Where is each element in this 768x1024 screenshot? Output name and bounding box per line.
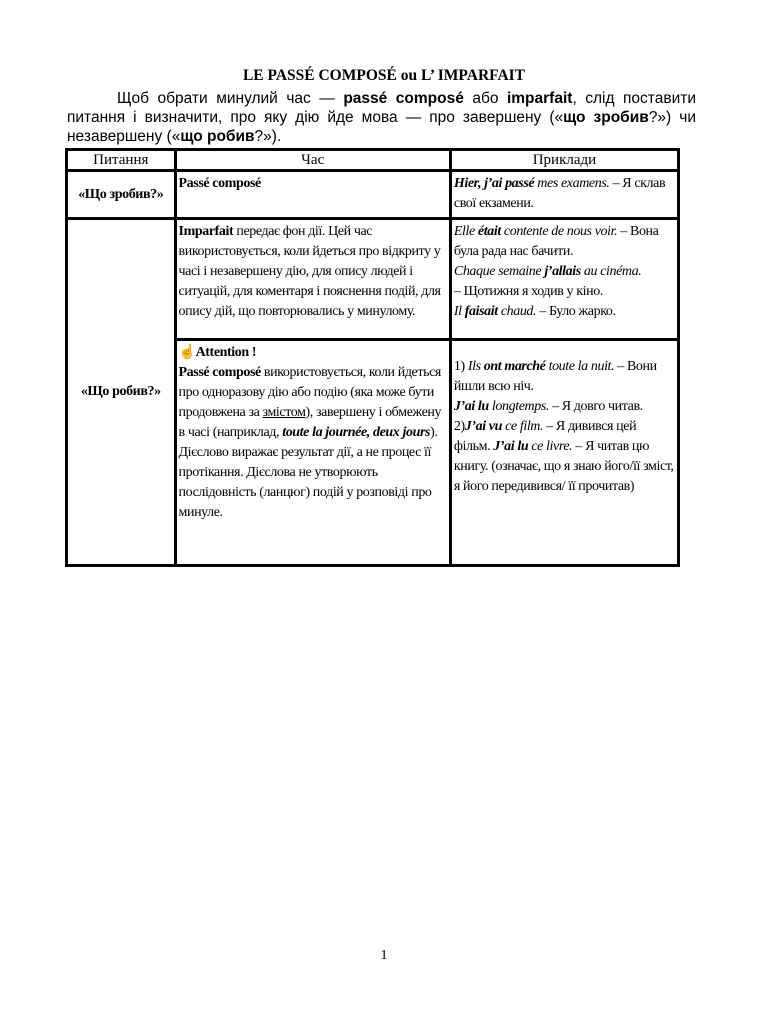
intro-term-passe-compose: passé composé <box>343 90 464 107</box>
description-text: ), завершену і обмежену в часі (наприклад, <box>178 405 442 440</box>
example-number: 2) <box>453 419 465 434</box>
description-text: змістом <box>262 405 306 420</box>
example-french: ce film. <box>502 419 544 434</box>
examples-cell <box>452 341 680 567</box>
example-french: Il <box>453 304 465 319</box>
example-translation: – Вони йшли всю ніч. <box>453 359 657 394</box>
header-examples: Приклади <box>452 151 680 172</box>
table-row <box>68 172 680 220</box>
example-french: chaud. <box>497 304 537 319</box>
example-number: 1) <box>453 359 468 374</box>
example-french: mes examens. <box>534 176 610 191</box>
intro-text: або <box>463 90 507 107</box>
example-translation: – Я склав свої екзамени. <box>453 176 666 211</box>
page-title: LE PASSÉ COMPOSÉ ou L’ IMPARFAIT <box>242 67 526 84</box>
tense-label: Passé composé <box>178 176 261 191</box>
example-verb: Hier, j’ai passé <box>453 176 535 191</box>
intro-text: , слід поставити питання і визначити, про яку дію йде мова — про завершену (« <box>67 90 696 126</box>
description-text: ). Дієслово виражає результат дії, а не процес її протікання. Дієслова не утворюють послідовність (ланцюг) подій у розповіді про минуле. <box>178 425 438 520</box>
example-verb: était <box>477 224 501 239</box>
attention-cell <box>177 341 452 567</box>
example-verb: J’ai lu <box>493 439 529 454</box>
example-french: toute la nuit. <box>545 359 615 374</box>
question-doing-cell: «Що робив?» <box>68 220 177 567</box>
example-french: Ils <box>467 359 484 374</box>
tense-label: Passé composé <box>178 365 261 380</box>
tense-table <box>65 148 680 567</box>
example-french: longtemps. <box>488 399 549 414</box>
example-translation: – Щотижня я ходив у кіно. <box>453 284 603 299</box>
example-translation: – Я дивився цей фільм. <box>453 419 637 454</box>
example-verb: j’allais <box>544 264 581 279</box>
example-translation: – Я довго читав. <box>548 399 643 414</box>
attention-label: Attention ! <box>195 345 257 360</box>
header-question: Питання <box>68 151 177 172</box>
example-verb: ont marché <box>483 359 546 374</box>
intro-text: Щоб обрати минулий час — <box>117 90 344 107</box>
intro-term-imparfait: imparfait <box>506 90 573 107</box>
table-row <box>68 220 680 341</box>
example-translation: – Було жарко. <box>536 304 616 319</box>
example-french: Chaque semaine <box>453 264 545 279</box>
imparfait-description-cell <box>177 220 452 341</box>
examples-cell <box>452 172 680 220</box>
example-french: Elle <box>453 224 478 239</box>
intro-question-done: що зробив <box>563 109 649 126</box>
description-text: використовується, коли йдеться про одноразову дію або подію (яка може бути продовжена за <box>178 365 441 420</box>
intro-text: ?»). <box>254 128 282 145</box>
question-done-cell: «Що зробив?» <box>68 172 177 220</box>
intro-question-doing: що робив <box>180 128 255 145</box>
header-tense: Час <box>177 151 452 172</box>
page-number: 1 <box>380 948 388 963</box>
tense-cell <box>177 172 452 220</box>
table-header-row <box>68 151 680 172</box>
example-verb: faisait <box>464 304 498 319</box>
pointing-hand-icon: ☝ <box>178 345 196 360</box>
example-french: ce livre. <box>528 439 573 454</box>
intro-paragraph <box>67 89 696 146</box>
example-translation: – Я читав цю книгу. (означає, що я знаю його/її зміст, я його передивився/ її прочитав) <box>453 439 674 494</box>
example-french: contente de nous voir. <box>500 224 618 239</box>
intro-text: ?») чи незавершену (« <box>67 109 696 145</box>
example-verb: J’ai lu <box>453 399 489 414</box>
example-french: au cinéma. <box>580 264 642 279</box>
tense-label: Imparfait <box>178 224 234 239</box>
example-verb: J’ai vu <box>464 419 503 434</box>
examples-cell <box>452 220 680 341</box>
example-phrase: toute la journée, deux jours <box>282 425 431 440</box>
example-translation: – Вона була рада нас бачити. <box>453 224 659 259</box>
description-text: передає фон дії. Цей час використовується, коли йдеться про відкриту у часі і незавершену дію, для опису людей і ситуацій, для коментаря і пояснення подій, для опису дій, що повторювались у минулому. <box>178 224 441 319</box>
